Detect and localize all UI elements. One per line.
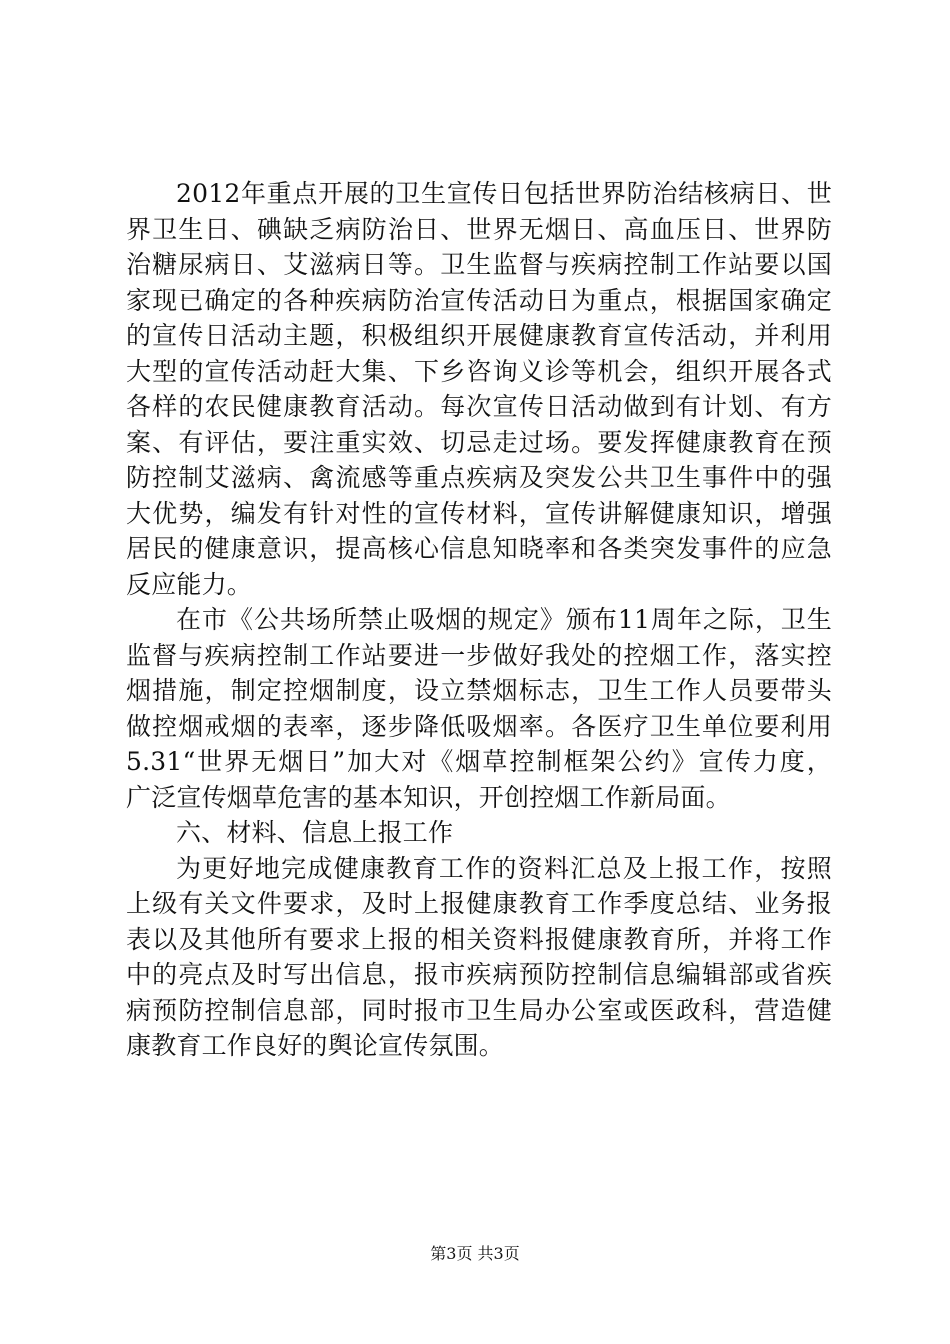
document-body [126, 176, 832, 1064]
text-line: 各样的农民健康教育活动。每次宣传日活动做到有计划、有方 [126, 392, 832, 421]
text-line: 中的亮点及时写出信息，报市疾病预防控制信息编辑部或省疾 [126, 960, 832, 989]
page-footer: 第3页 共3页 [430, 1244, 520, 1263]
text-line: 烟措施，制定控烟制度，设立禁烟标志，卫生工作人员要带头 [126, 676, 832, 705]
text-line: 大型的宣传活动赶大集、下乡咨询义诊等机会，组织开展各式 [126, 356, 832, 386]
text-line: 反应能力。 [126, 569, 253, 599]
text-line: 界卫生日、碘缺乏病防治日、世界无烟日、高血压日、世界防 [126, 214, 832, 244]
text-line: 的宣传日活动主题，积极组织开展健康教育宣传活动，并利用 [126, 321, 832, 350]
text-line: 做控烟戒烟的表率，逐步降低吸烟率。各医疗卫生单位要利用 [126, 711, 832, 741]
text-line: 病预防控制信息部，同时报市卫生局办公室或医政科，营造健 [126, 995, 832, 1025]
text-line: 居民的健康意识，提高核心信息知晓率和各类突发事件的应急 [126, 534, 832, 563]
text-line: 为更好地完成健康教育工作的资料汇总及上报工作，按照 [176, 853, 832, 883]
text-line: 大优势，编发有针对性的宣传材料，宣传讲解健康知识，增强 [126, 498, 832, 528]
text-line: 防控制艾滋病、禽流感等重点疾病及突发公共卫生事件中的强 [126, 463, 832, 492]
text-line: 监督与疾病控制工作站要进一步做好我处的控烟工作，落实控 [126, 640, 832, 670]
text-line: 康教育工作良好的舆论宣传氛围。 [126, 1031, 505, 1060]
text-line: 家现已确定的各种疾病防治宣传活动日为重点，根据国家确定 [126, 285, 832, 315]
text-line: 六、材料、信息上报工作 [176, 818, 454, 847]
text-line: 广泛宣传烟草危害的基本知识，开创控烟工作新局面。 [126, 782, 731, 812]
text-line: 2012年重点开展的卫生宣传日包括世界防治结核病日、世 [176, 179, 832, 208]
text-line: 5.31“世界无烟日”加大对《烟草控制框架公约》宣传力度， [126, 747, 832, 776]
text-line: 表以及其他所有要求上报的相关资料报健康教育所，并将工作 [126, 924, 832, 954]
text-line: 在市《公共场所禁止吸烟的规定》颁布11周年之际，卫生 [176, 605, 832, 634]
text-line: 上级有关文件要求，及时上报健康教育工作季度总结、业务报 [126, 889, 832, 918]
text-line: 治糖尿病日、艾滋病日等。卫生监督与疾病控制工作站要以国 [126, 250, 832, 279]
text-line: 案、有评估，要注重实效、切忌走过场。要发挥健康教育在预 [126, 427, 832, 457]
